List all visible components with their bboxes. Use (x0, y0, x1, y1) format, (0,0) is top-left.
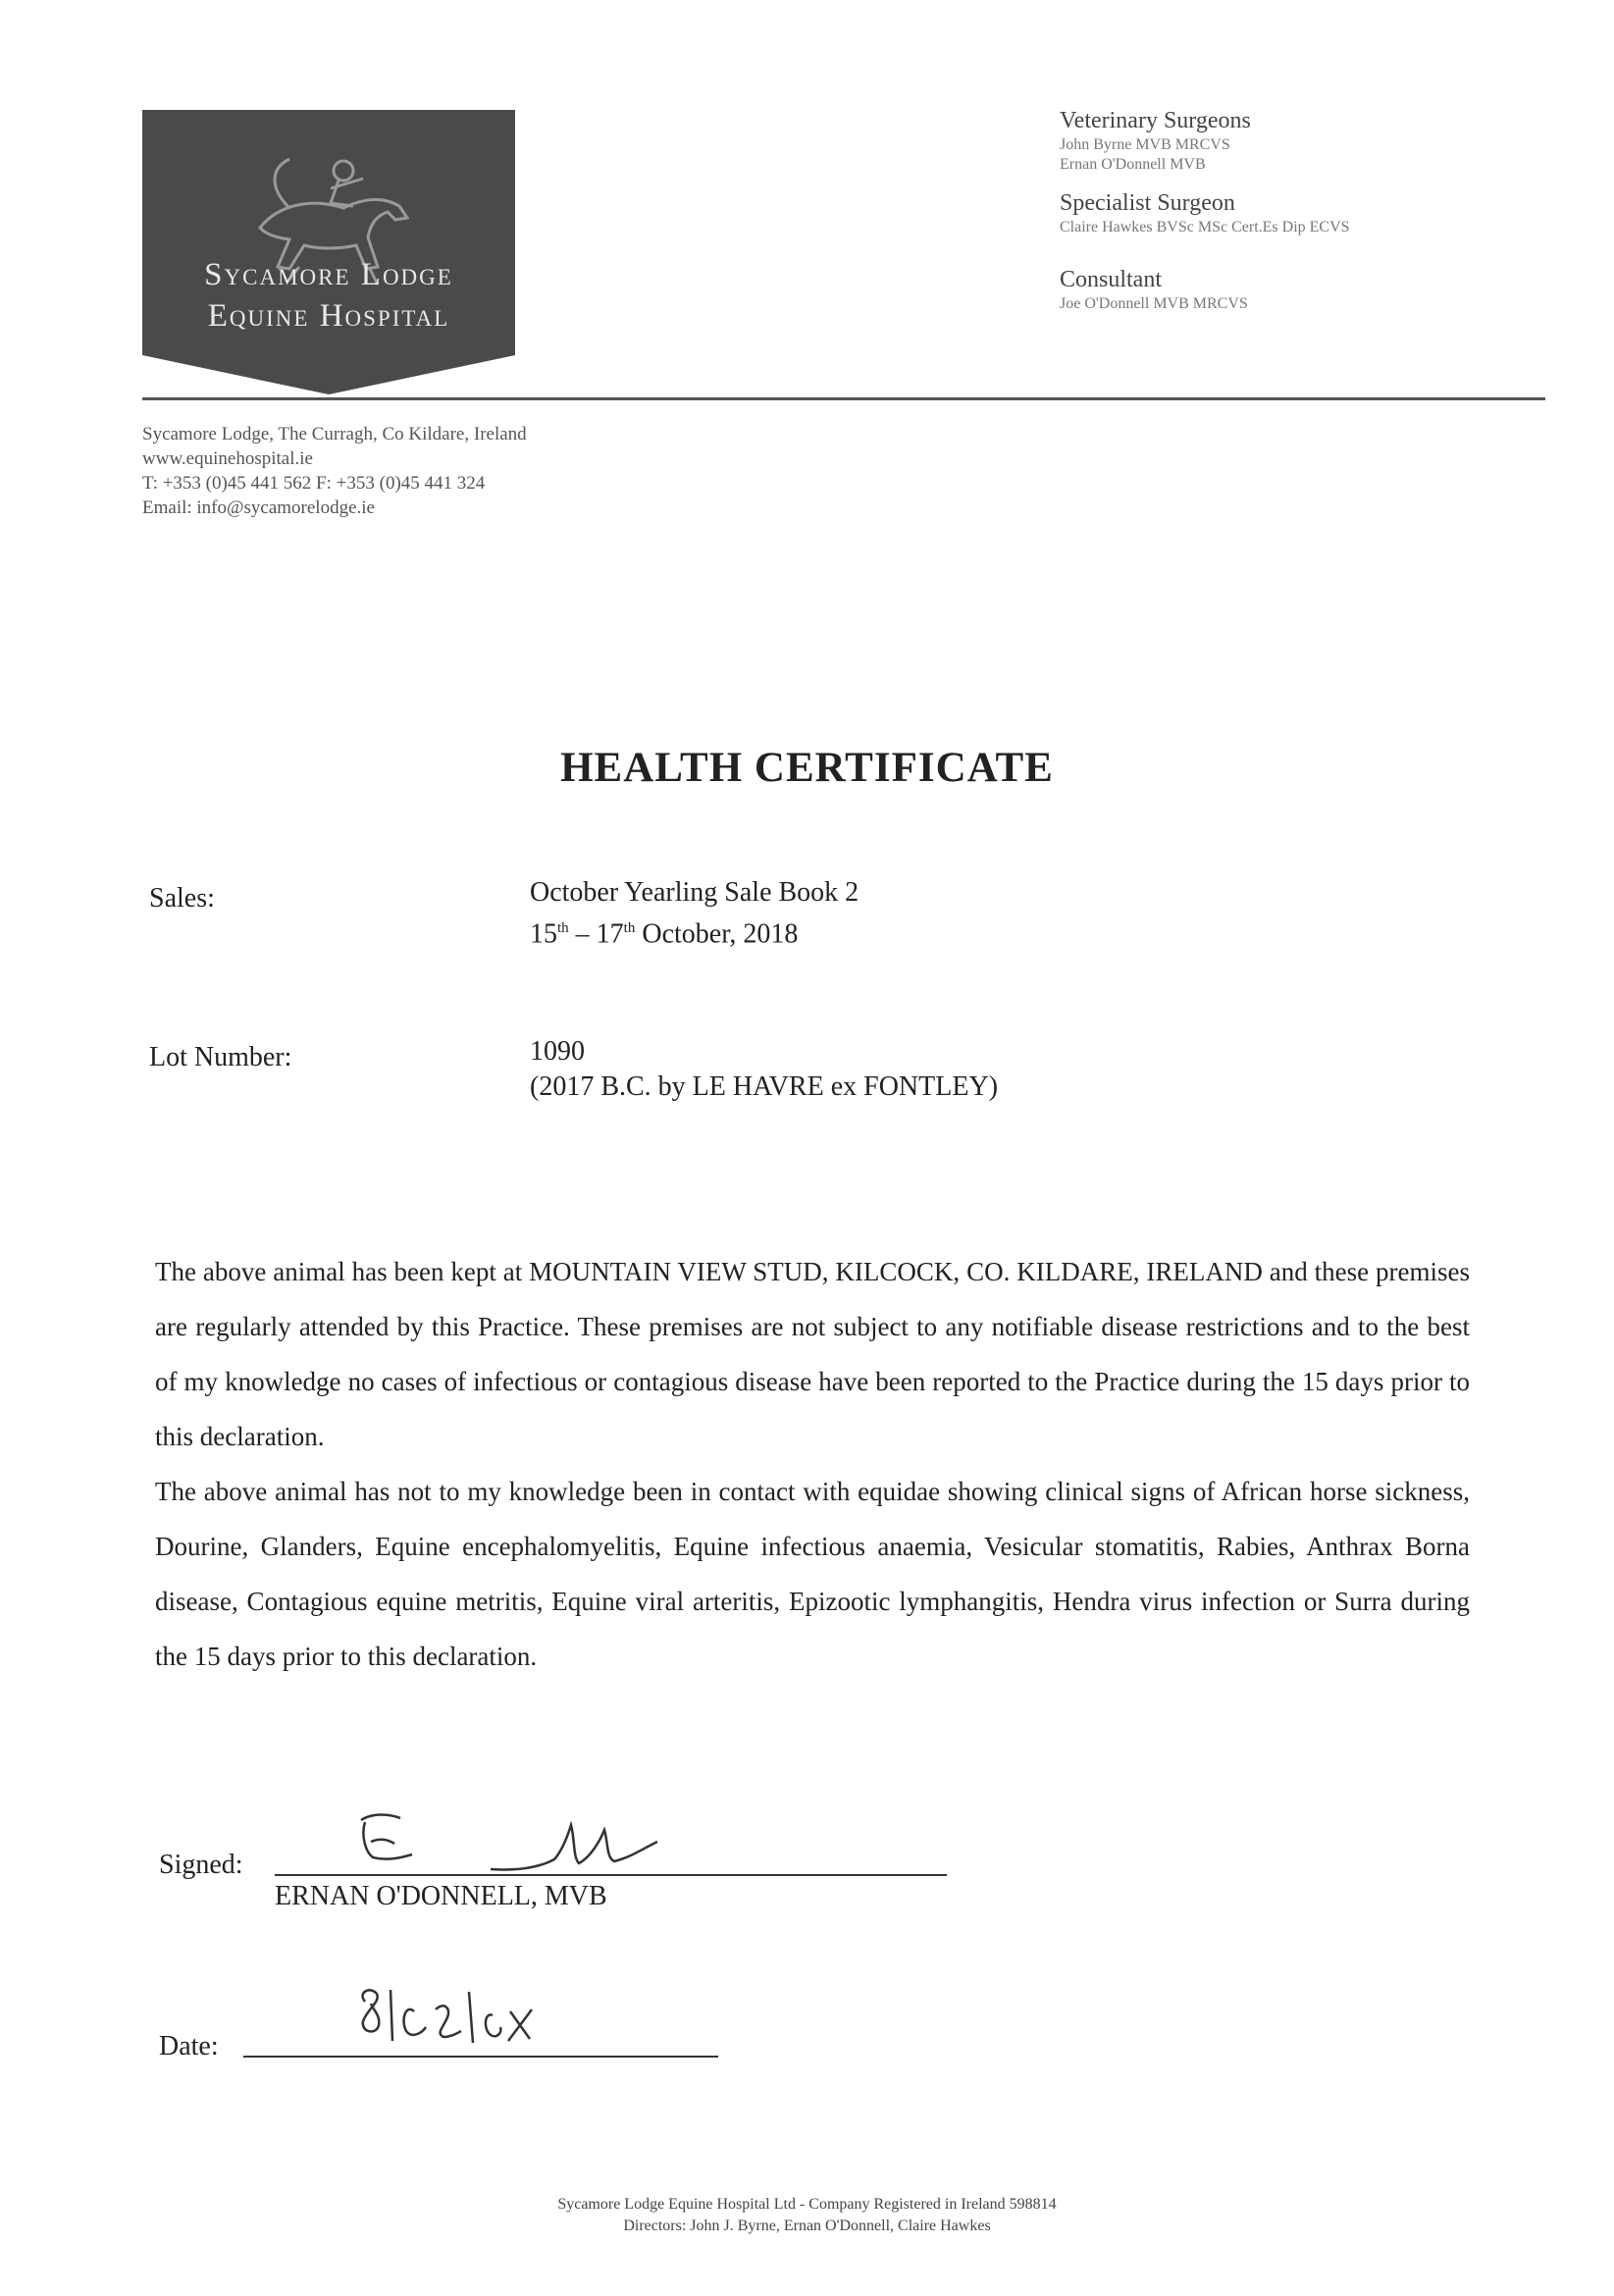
page-title: HEALTH CERTIFICATE (560, 745, 1054, 791)
sale-dates: 15th – 17th October, 2018 (530, 918, 799, 950)
handwritten-signature (343, 1800, 716, 1884)
vet-name-2: Ernan O'Donnell MVB (1060, 156, 1206, 173)
logo-line-1: Sycamore Lodge (204, 257, 453, 292)
sales-value (530, 875, 859, 952)
footer-directors: Directors: John J. Byrne, Ernan O'Donnell, Claire Hawkes (623, 2218, 991, 2234)
staff-list (1060, 106, 1570, 314)
specialist-name: Claire Hawkes BVSc MSc Cert.Es Dip ECVS (1060, 219, 1350, 235)
lot-label: Lot Number: (149, 1042, 292, 1072)
footer-company: Sycamore Lodge Equine Hospital Ltd - Company Registered in Ireland 598814 (557, 2196, 1057, 2213)
website-link[interactable]: www.equinehospital.ie (142, 448, 313, 469)
logo-banner (142, 110, 515, 394)
declaration-paragraph-2: The above animal has not to my knowledge been in contact with equidae showing clinical signs of African horse sickness, Dourine, Glanders, Equine encephalomyelitis, Equine infectious anaemia, Vesicular stomatitis, Rabies, Anthrax Borna disease, Contagious equine metritis, Equine viral arteritis, Epizootic lymphangitis, Hendra virus infection or Surra during the 15 days prior to this declaration. (155, 1477, 1470, 1671)
signed-label: Signed: (159, 1850, 243, 1880)
lot-value (530, 1034, 998, 1105)
consultant-name: Joe O'Donnell MVB MRCVS (1060, 295, 1248, 312)
address-line: Sycamore Lodge, The Curragh, Co Kildare, Ireland (142, 424, 527, 444)
consultant-heading: Consultant (1060, 267, 1163, 292)
specialist-heading: Specialist Surgeon (1060, 190, 1235, 216)
handwritten-date (353, 1982, 569, 2061)
hospital-logo (142, 110, 515, 394)
email-link[interactable]: Email: info@sycamorelodge.ie (142, 497, 375, 518)
vet-name-1: John Byrne MVB MRCVS (1060, 136, 1230, 153)
declaration-paragraph-1: The above animal has been kept at MOUNTAIN VIEW STUD, KILCOCK, CO. KILDARE, IRELAND and these premises are regularly attended by this Practice. These premises are not subject to any notifiable disease restrictions and to the best of my knowledge no cases of infectious or contagious disease have been reported to the Practice during the 15 days prior to this declaration. (155, 1257, 1470, 1451)
logo-line-2: Equine Hospital (207, 298, 450, 334)
sales-label: Sales: (149, 883, 215, 913)
declaration-text (155, 1244, 1470, 1684)
vets-heading: Veterinary Surgeons (1060, 108, 1251, 133)
page-footer (0, 2194, 1614, 2237)
address-block (142, 422, 751, 520)
signatory-name: ERNAN O'DONNELL, MVB (275, 1881, 607, 1911)
sale-name: October Yearling Sale Book 2 (530, 877, 859, 908)
lot-number: 1090 (530, 1036, 585, 1067)
header-divider (142, 397, 1545, 400)
date-label: Date: (159, 2031, 219, 2061)
phone-fax: T: +353 (0)45 441 562 F: +353 (0)45 441 324 (142, 473, 486, 494)
lot-description: (2017 B.C. by LE HAVRE ex FONTLEY) (530, 1071, 999, 1102)
